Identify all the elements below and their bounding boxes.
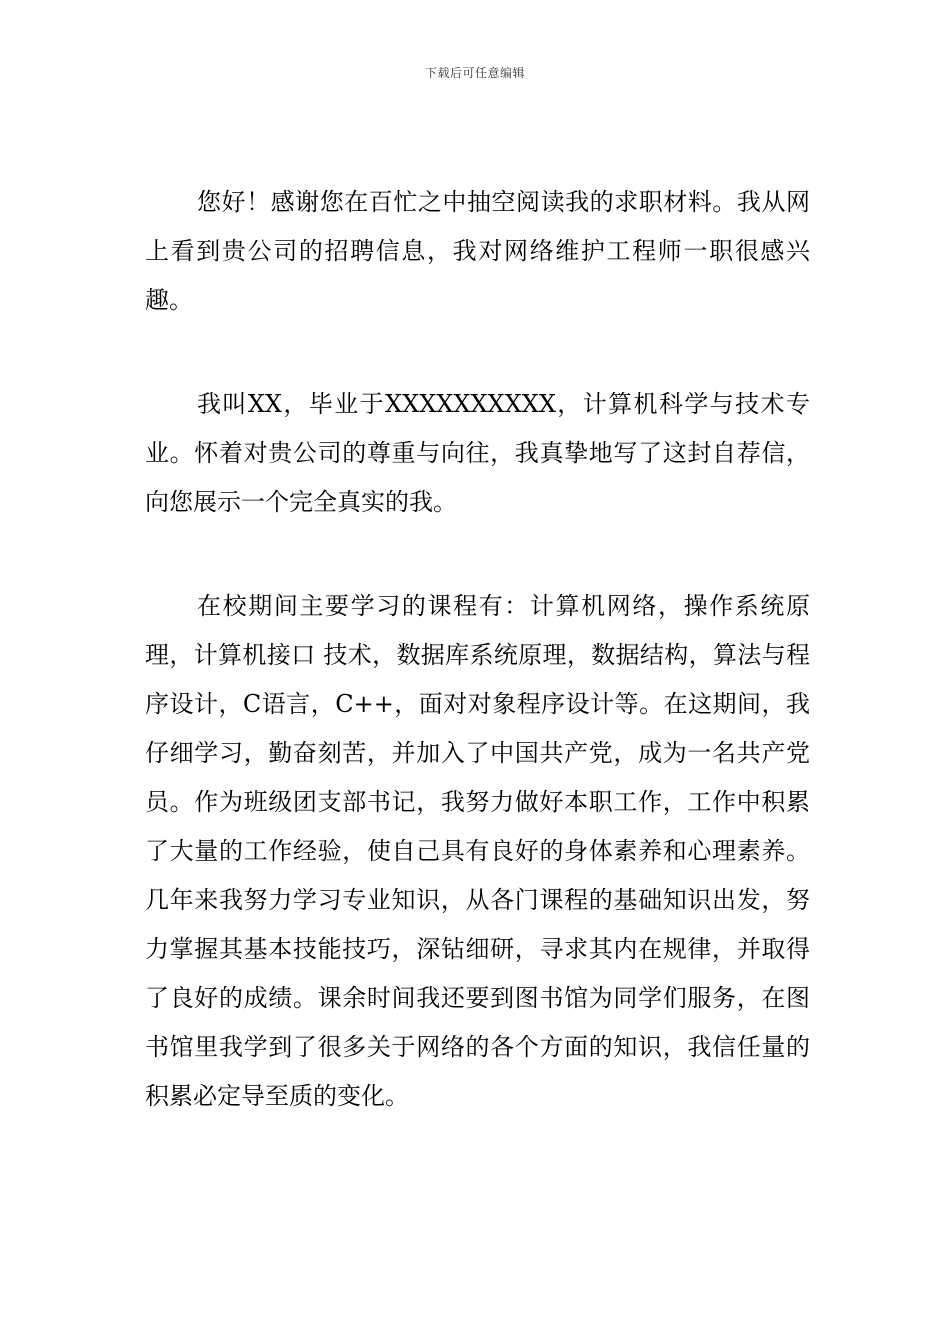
paragraph-greeting: 您好！感谢您在百忙之中抽空阅读我的求职材料。我从网上看到贵公司的招聘信息，我对网络维护工程师一职很感兴趣。 <box>145 188 810 314</box>
letter-body <box>145 178 810 1121</box>
page-header: 下载后可任意编辑 <box>424 66 525 80</box>
paragraph-introduction: 我叫XX，毕业于XXXXXXXXXX，计算机科学与技术专业。怀着对贵公司的尊重与向往，我真挚地写了这封自荐信，向您展示一个完全真实的我。 <box>145 390 810 516</box>
paragraph-education: 在校期间主要学习的课程有：计算机网络，操作系统原理，计算机接口 技术，数据库系统原理，数据结构，算法与程序设计，C语言，C++，面对对象程序设计等。在这期间，我仔细学习，勤奋刻苦，并加入了中国共产党，成为一名共产党员。作为班级团支部书记，我努力做好本职工作，工作中积累了大量的工作经验，使自己具有良好的身体素养和心理素养。几年来我努力学习专业知识，从各门课程的基础知识出发，努力掌握其基本技能技巧，深钻细研，寻求其内在规律，并取得了良好的成绩。课余时间我还要到图书馆为同学们服务，在图书馆里我学到了很多关于网络的各个方面的知识，我信任量的积累必定导至质的变化。 <box>145 592 810 1110</box>
